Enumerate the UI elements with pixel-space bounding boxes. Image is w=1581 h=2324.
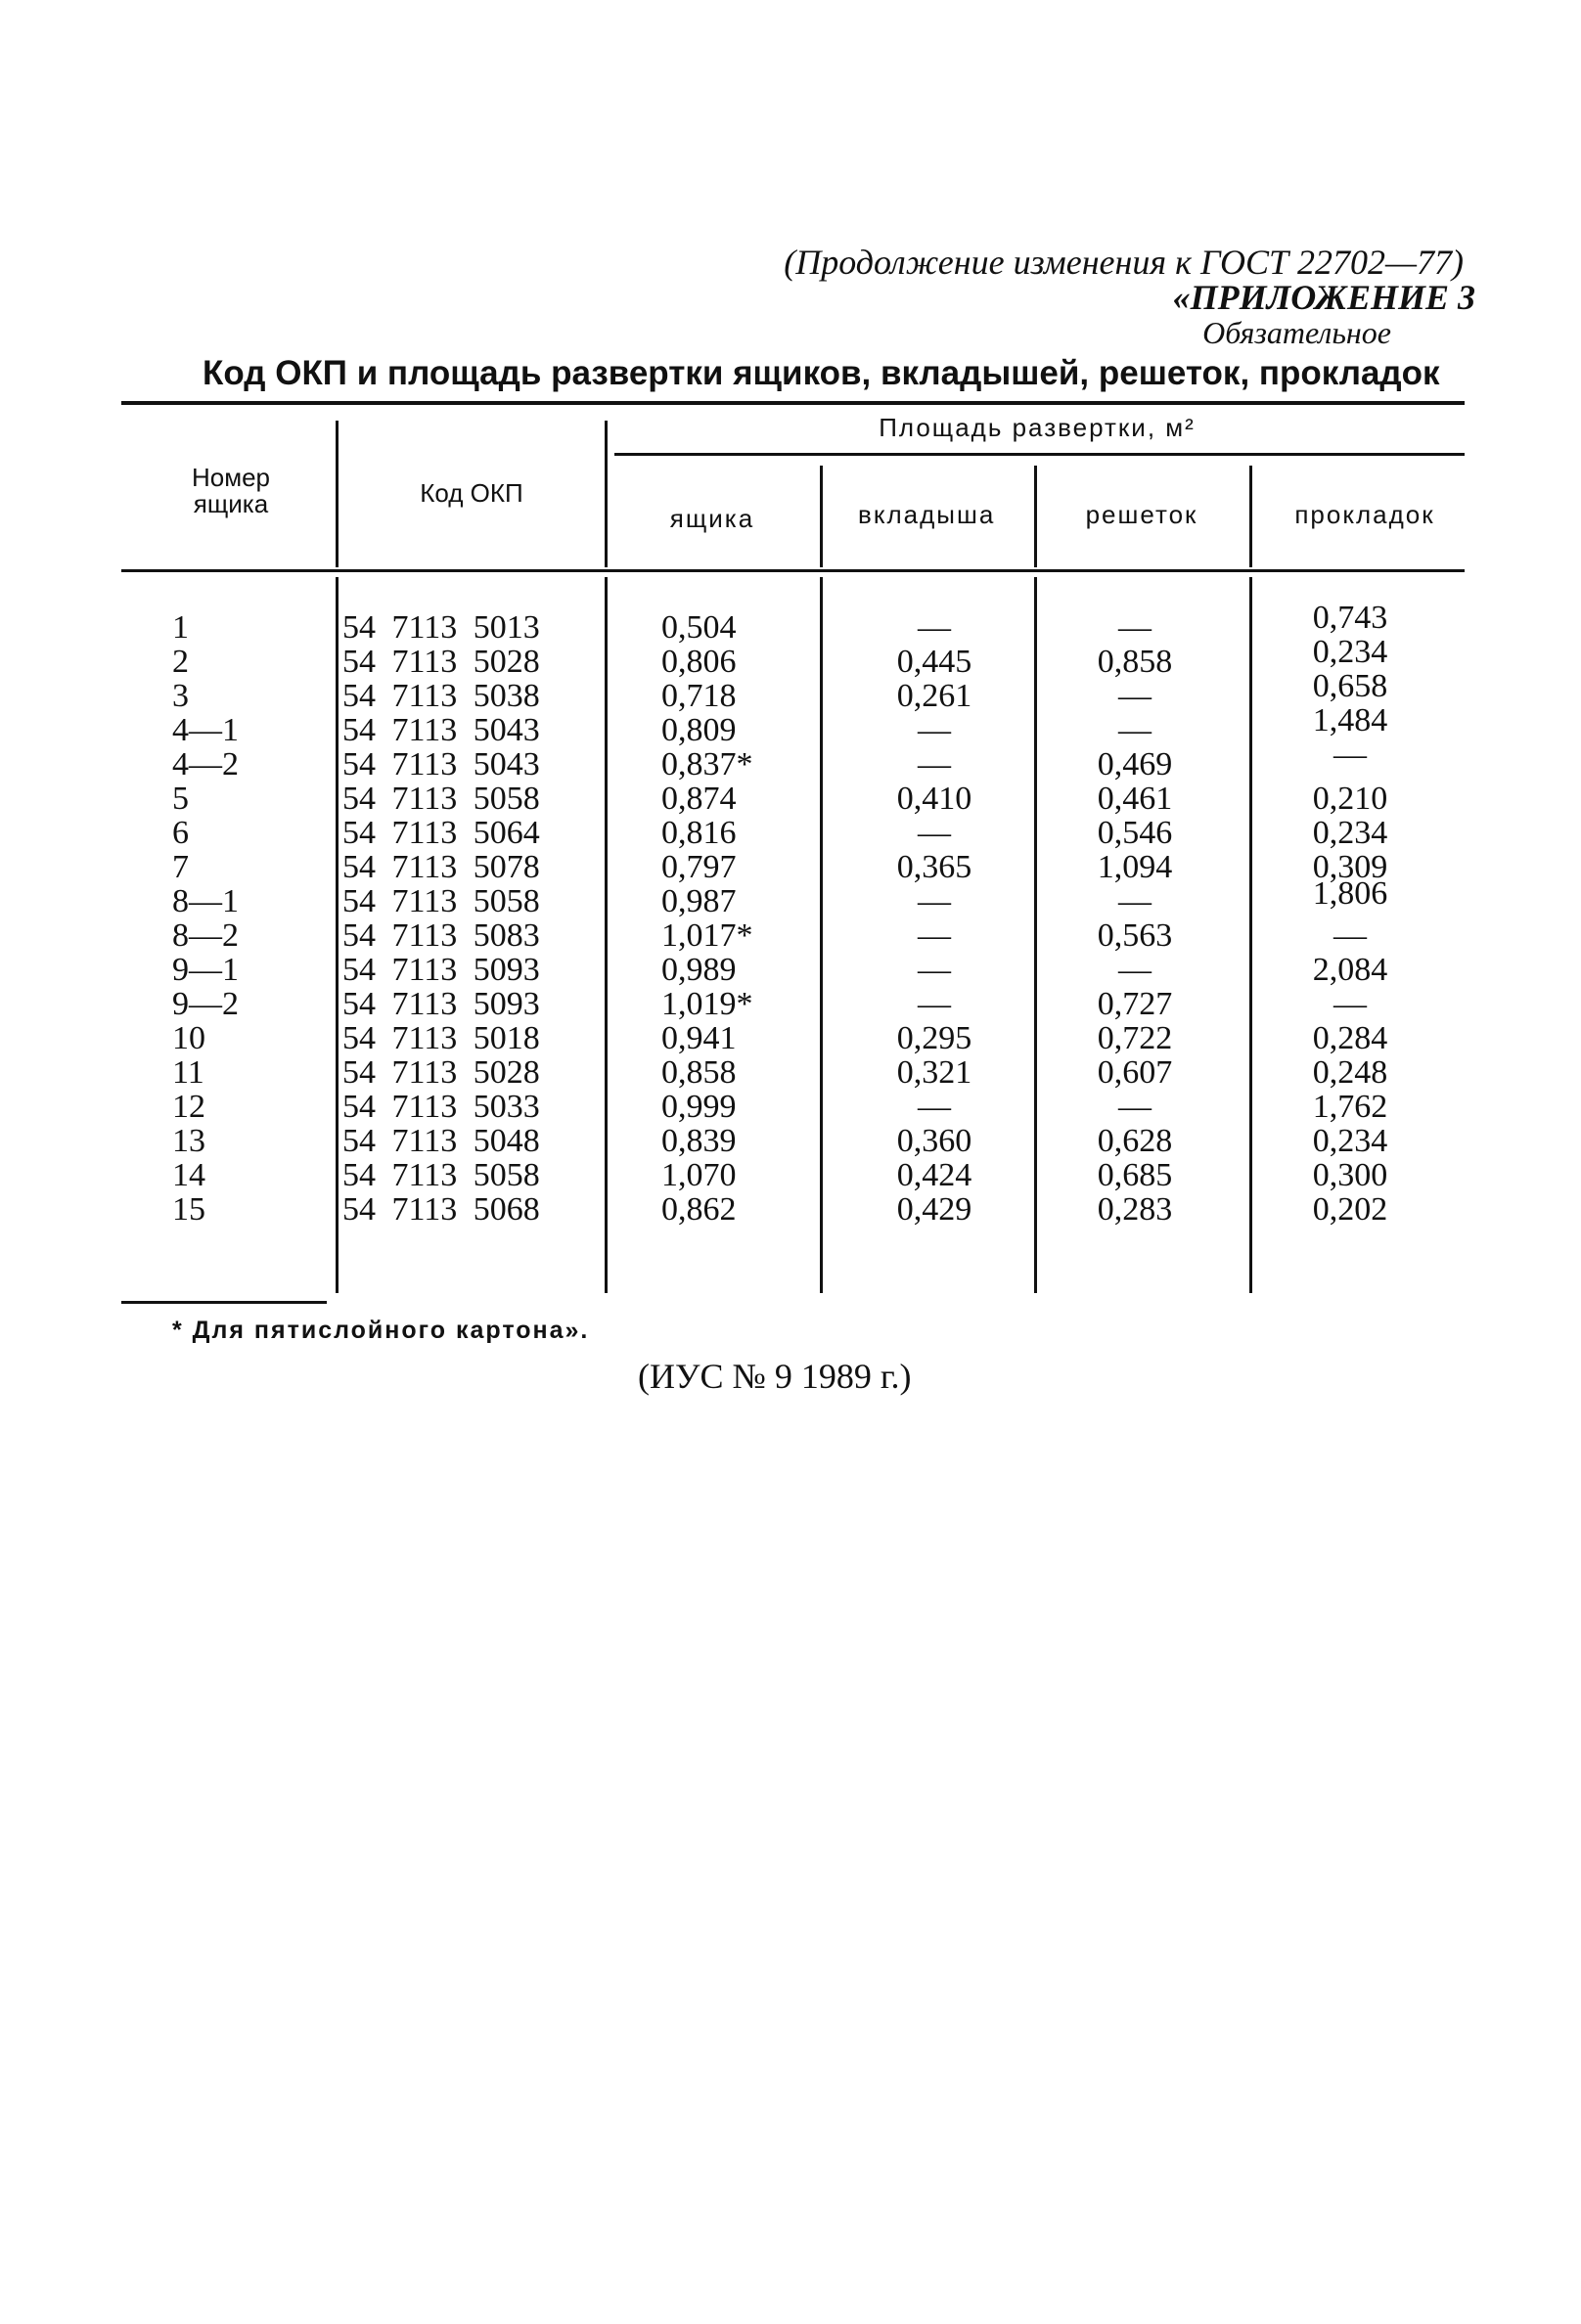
cell-pad-area: —	[1333, 917, 1367, 954]
cell-okp-code: 54 7113 5038	[342, 678, 540, 714]
cell-grid-area: —	[1118, 952, 1152, 988]
cell-okp-code: 54 7113 5043	[342, 712, 540, 748]
cell-okp-code: 54 7113 5058	[342, 1157, 540, 1193]
table-top-rule	[121, 401, 1465, 405]
appendix-status: Обязательное	[1202, 315, 1391, 350]
cell-grid-area: —	[1118, 712, 1152, 748]
cell-box-area: 0,862	[661, 1191, 737, 1228]
cell-box-number: 9—1	[172, 952, 239, 988]
column-divider	[1034, 466, 1037, 567]
cell-pad-area: 0,248	[1312, 1054, 1388, 1091]
cell-insert-area: —	[918, 609, 951, 646]
header-box-number	[172, 465, 290, 517]
cell-insert-area: —	[918, 986, 951, 1022]
cell-pad-area: 0,743	[1312, 600, 1388, 636]
cell-pad-area: 1,762	[1312, 1089, 1388, 1125]
cell-box-area: 0,816	[661, 815, 737, 851]
cell-insert-area: —	[918, 883, 951, 919]
cell-insert-area: 0,261	[896, 678, 972, 714]
cell-okp-code: 54 7113 5064	[342, 815, 540, 851]
cell-insert-area: —	[918, 952, 951, 988]
cell-okp-code: 54 7113 5058	[342, 781, 540, 817]
cell-insert-area: —	[918, 746, 951, 782]
cell-box-number: 11	[172, 1054, 204, 1091]
cell-grid-area: 0,563	[1097, 917, 1173, 954]
cell-box-number: 2	[172, 644, 189, 680]
cell-box-area: 0,504	[661, 609, 737, 646]
header-bottom-rule	[121, 569, 1465, 572]
cell-grid-area: 0,283	[1097, 1191, 1173, 1228]
cell-okp-code: 54 7113 5083	[342, 917, 540, 954]
cell-box-number: 8—1	[172, 883, 239, 919]
appendix-heading: «ПРИЛОЖЕНИЕ 3	[1172, 278, 1475, 317]
cell-okp-code: 54 7113 5058	[342, 883, 540, 919]
cell-box-area: 0,837*	[661, 746, 753, 782]
cell-box-number: 14	[172, 1157, 205, 1193]
cell-box-number: 10	[172, 1020, 205, 1056]
cell-grid-area: 0,546	[1097, 815, 1173, 851]
cell-okp-code: 54 7113 5033	[342, 1089, 540, 1125]
cell-pad-area: 0,202	[1312, 1191, 1388, 1228]
source-reference: (ИУС № 9 1989 г.)	[638, 1357, 912, 1396]
cell-pad-area: 0,210	[1312, 781, 1388, 817]
cell-pad-area: 0,284	[1312, 1020, 1388, 1056]
cell-grid-area: 0,722	[1097, 1020, 1173, 1056]
cell-grid-area: —	[1118, 1089, 1152, 1125]
column-divider	[820, 577, 823, 1293]
column-divider	[820, 466, 823, 567]
cell-okp-code: 54 7113 5013	[342, 609, 540, 646]
cell-box-area: 0,858	[661, 1054, 737, 1091]
cell-okp-code: 54 7113 5093	[342, 986, 540, 1022]
cell-insert-area: 0,360	[896, 1123, 972, 1159]
cell-okp-code: 54 7113 5078	[342, 849, 540, 885]
cell-box-number: 3	[172, 678, 189, 714]
cell-okp-code: 54 7113 5028	[342, 644, 540, 680]
header-grid: решеток	[1085, 500, 1198, 529]
cell-pad-area: 0,234	[1312, 815, 1388, 851]
cell-box-number: 13	[172, 1123, 205, 1159]
table-footnote: * Для пятислойного картона».	[172, 1317, 590, 1344]
cell-box-area: 0,941	[661, 1020, 737, 1056]
cell-pad-area: 0,234	[1312, 634, 1388, 670]
cell-grid-area: —	[1118, 883, 1152, 919]
cell-pad-area: 2,084	[1312, 952, 1388, 988]
cell-pad-area: 0,234	[1312, 1123, 1388, 1159]
header-okp-code: Код ОКП	[420, 478, 523, 508]
cell-box-area: 0,987	[661, 883, 737, 919]
cell-insert-area: 0,429	[896, 1191, 972, 1228]
cell-insert-area: 0,410	[896, 781, 972, 817]
cell-box-area: 1,070	[661, 1157, 737, 1193]
cell-okp-code: 54 7113 5043	[342, 746, 540, 782]
table-bottom-rule	[121, 1301, 327, 1304]
cell-pad-area: 0,658	[1312, 668, 1388, 704]
column-divider	[605, 577, 608, 1293]
column-divider	[1249, 577, 1252, 1293]
cell-pad-area: 1,484	[1312, 702, 1388, 738]
cell-pad-area: 0,300	[1312, 1157, 1388, 1193]
cell-grid-area: 0,685	[1097, 1157, 1173, 1193]
table-title: Код ОКП и площадь развертки ящиков, вкладышей, решеток, прокладок	[203, 354, 1440, 392]
cell-pad-area: —	[1333, 986, 1367, 1022]
cell-insert-area: —	[918, 712, 951, 748]
cell-box-number: 8—2	[172, 917, 239, 954]
cell-box-area: 0,989	[661, 952, 737, 988]
cell-okp-code: 54 7113 5018	[342, 1020, 540, 1056]
header-group-rule	[614, 453, 1465, 456]
cell-grid-area: 0,469	[1097, 746, 1173, 782]
column-divider	[1249, 466, 1252, 567]
cell-box-area: 0,806	[661, 644, 737, 680]
continuation-note: (Продолжение изменения к ГОСТ 22702—77)	[784, 243, 1464, 282]
cell-insert-area: —	[918, 815, 951, 851]
cell-insert-area: —	[918, 917, 951, 954]
header-box: ящика	[669, 504, 755, 533]
cell-grid-area: 1,094	[1097, 849, 1173, 885]
cell-grid-area: 0,607	[1097, 1054, 1173, 1091]
cell-pad-area: —	[1333, 737, 1367, 773]
column-divider	[336, 421, 339, 567]
cell-insert-area: 0,424	[896, 1157, 972, 1193]
cell-grid-area: 0,858	[1097, 644, 1173, 680]
header-area-group: Площадь развертки, м²	[879, 413, 1196, 442]
cell-box-number: 12	[172, 1089, 205, 1125]
cell-insert-area: 0,321	[896, 1054, 972, 1091]
cell-box-number: 4—2	[172, 746, 239, 782]
cell-box-area: 0,809	[661, 712, 737, 748]
cell-pad-area: 1,806	[1312, 875, 1388, 912]
cell-insert-area: —	[918, 1089, 951, 1125]
cell-box-number: 1	[172, 609, 189, 646]
cell-box-number: 9—2	[172, 986, 239, 1022]
cell-box-number: 4—1	[172, 712, 239, 748]
cell-box-area: 0,999	[661, 1089, 737, 1125]
cell-pad-area: 0,309	[1312, 849, 1388, 885]
cell-box-number: 15	[172, 1191, 205, 1228]
cell-grid-area: 0,727	[1097, 986, 1173, 1022]
cell-insert-area: 0,445	[896, 644, 972, 680]
cell-grid-area: 0,461	[1097, 781, 1173, 817]
cell-okp-code: 54 7113 5068	[342, 1191, 540, 1228]
cell-box-number: 6	[172, 815, 189, 851]
cell-box-number: 5	[172, 781, 189, 817]
cell-box-area: 1,017*	[661, 917, 753, 954]
header-pad: прокладок	[1294, 500, 1435, 529]
cell-box-area: 0,718	[661, 678, 737, 714]
cell-box-area: 0,874	[661, 781, 737, 817]
cell-box-area: 0,797	[661, 849, 737, 885]
column-divider	[605, 421, 608, 567]
cell-box-number: 7	[172, 849, 189, 885]
column-divider	[336, 577, 339, 1293]
cell-box-area: 1,019*	[661, 986, 753, 1022]
header-box-number-line2: ящика	[193, 489, 269, 518]
column-divider	[1034, 577, 1037, 1293]
cell-grid-area: —	[1118, 609, 1152, 646]
cell-okp-code: 54 7113 5048	[342, 1123, 540, 1159]
cell-grid-area: 0,628	[1097, 1123, 1173, 1159]
header-box-number-line1: Номер	[191, 463, 271, 492]
cell-grid-area: —	[1118, 678, 1152, 714]
cell-box-area: 0,839	[661, 1123, 737, 1159]
cell-insert-area: 0,365	[896, 849, 972, 885]
cell-okp-code: 54 7113 5093	[342, 952, 540, 988]
cell-okp-code: 54 7113 5028	[342, 1054, 540, 1091]
cell-insert-area: 0,295	[896, 1020, 972, 1056]
header-insert: вкладыша	[858, 500, 996, 529]
